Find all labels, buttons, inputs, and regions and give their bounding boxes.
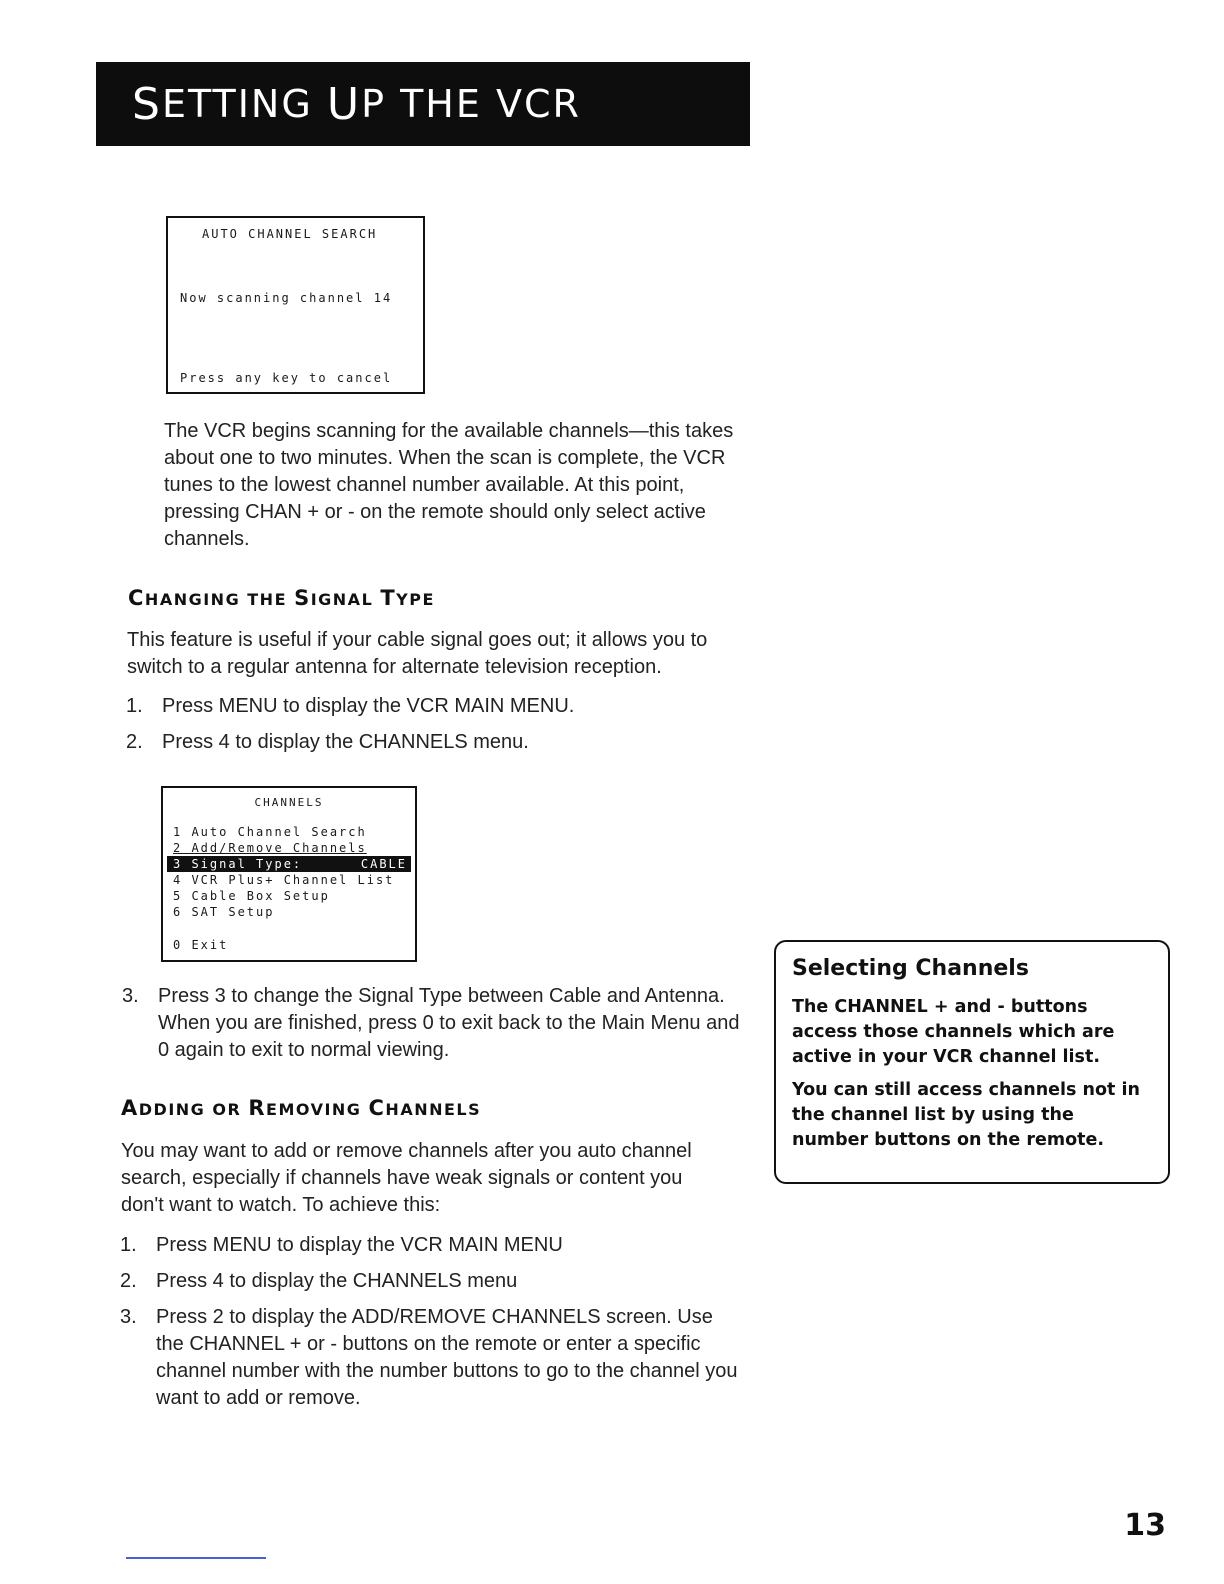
signal-type-value: CABLE bbox=[360, 857, 407, 871]
banner-text-1: ETTING bbox=[161, 82, 327, 126]
banner-cap-s: S bbox=[132, 78, 162, 130]
add-remove-paragraph: You may want to add or remove channels after you auto channel search, especially if channels have weak signals or content you don't want to watch. To achieve this: bbox=[121, 1140, 692, 1216]
channels-menu-screen bbox=[161, 786, 417, 962]
list-item: 3. Press 2 to display the ADD/REMOVE CHANNELS screen. Use the CHANNEL + or - buttons on the remote or enter a specific channel number with the number buttons to go to the channel you want to add or remove. bbox=[120, 1306, 738, 1409]
footer-rule bbox=[126, 1557, 266, 1559]
sidebar-title: Selecting Channels bbox=[792, 956, 1029, 981]
screen-title: AUTO CHANNEL SEARCH bbox=[202, 227, 378, 241]
screen-title: CHANNELS bbox=[254, 796, 324, 809]
list-item: 1. Press MENU to display the VCR MAIN MENU bbox=[120, 1234, 563, 1256]
signal-step-3 bbox=[122, 983, 742, 1073]
page-number: 13 bbox=[1124, 1508, 1166, 1543]
heading-signal-type: CHANGING THE SIGNAL TYPE bbox=[128, 586, 435, 610]
signal-steps bbox=[126, 693, 746, 765]
section-banner bbox=[96, 62, 750, 146]
menu-item-exit: 0 Exit bbox=[173, 938, 229, 952]
heading-add-remove: ADDING OR REMOVING CHANNELS bbox=[121, 1096, 482, 1120]
menu-item-vcr-plus: 4 VCR Plus+ Channel List bbox=[173, 873, 395, 887]
menu-item-add-remove: 2 Add/Remove Channels bbox=[173, 841, 367, 855]
list-item: 2. Press 4 to display the CHANNELS menu. bbox=[126, 731, 529, 753]
sidebar-paragraph-2: You can still access channels not in the channel list by using the number buttons on the remote. bbox=[792, 1080, 1140, 1150]
menu-item-cable-box: 5 Cable Box Setup bbox=[173, 889, 330, 903]
screen-hint: Press any key to cancel bbox=[180, 371, 393, 385]
list-item: 1. Press MENU to display the VCR MAIN MENU. bbox=[126, 695, 575, 717]
signal-paragraph: This feature is useful if your cable signal goes out; it allows you to switch to a regular antenna for alternate television reception. bbox=[127, 629, 708, 678]
banner-cap-u: U bbox=[326, 78, 362, 130]
list-item: 2. Press 4 to display the CHANNELS menu bbox=[120, 1270, 518, 1292]
auto-channel-search-screen bbox=[166, 216, 425, 394]
banner-text-2: P THE VCR bbox=[361, 82, 581, 126]
add-remove-steps bbox=[120, 1232, 740, 1421]
intro-paragraph: The VCR begins scanning for the available channels—this takes about one to two minutes. When the scan is complete, the VCR tunes to the lowest channel number available. At this point, pressing CHAN + or - on the remote should only select active channels. bbox=[164, 420, 734, 550]
menu-item-sat-setup: 6 SAT Setup bbox=[173, 905, 275, 919]
selecting-channels-sidebar bbox=[774, 940, 1170, 1184]
menu-item-auto-search: 1 Auto Channel Search bbox=[173, 825, 367, 839]
list-item: 3. Press 3 to change the Signal Type between Cable and Antenna. When you are finished, press 0 to exit back to the Main Menu and 0 again to exit to normal viewing. bbox=[122, 985, 740, 1061]
sidebar-paragraph-1: The CHANNEL + and - buttons access those channels which are active in your VCR channel list. bbox=[792, 997, 1115, 1067]
screen-message: Now scanning channel 14 bbox=[180, 291, 393, 305]
menu-item-signal-type-selected: 3 Signal Type: CABLE bbox=[167, 856, 411, 872]
